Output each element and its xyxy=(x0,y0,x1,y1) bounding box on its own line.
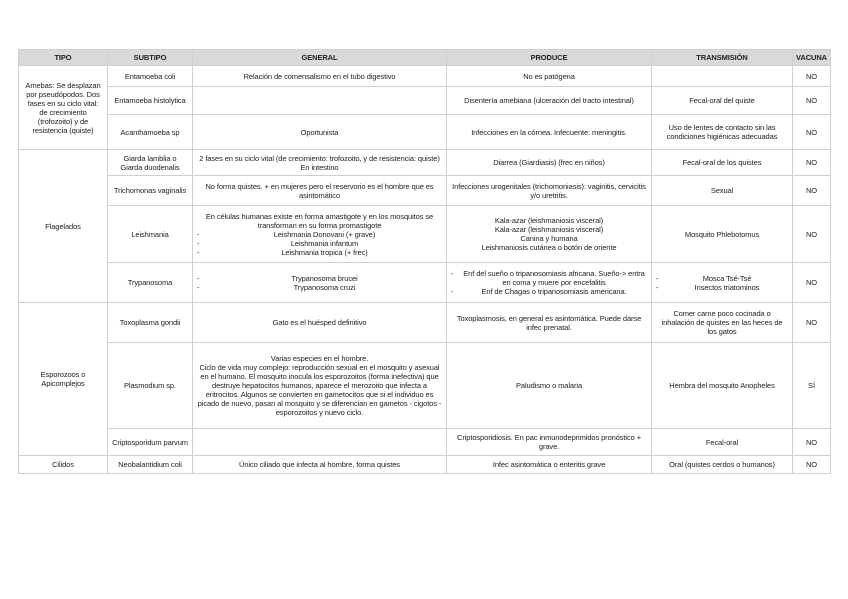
protozoa-table-container xyxy=(18,49,830,474)
vacuna-cell: NO xyxy=(793,263,831,303)
general-cell: 2 fases en su ciclo vital (de crecimiento: trofozoito, y de resistencia: quiste) En intestino xyxy=(193,150,447,176)
table-row xyxy=(19,66,831,87)
vacuna-cell: NO xyxy=(793,303,831,343)
transmision-cell: Sexual xyxy=(652,176,793,206)
table-row xyxy=(19,150,831,176)
general-cell: Único ciliado que infecta al hombre, forma quistes xyxy=(193,456,447,474)
vacuna-cell: NO xyxy=(793,456,831,474)
general-cell: Relación de comensalismo en el tubo digestivo xyxy=(193,66,447,87)
produce-line: Kala-azar (leishmaniosis visceral) xyxy=(494,225,604,234)
table-row xyxy=(19,87,831,115)
list-item: - Leishmania Donovani (+ grave) xyxy=(197,230,442,239)
vacuna-cell: NO xyxy=(793,176,831,206)
transmision-cell: Oral (quistes cerdos o humanos) xyxy=(652,456,793,474)
produce-cell xyxy=(447,206,652,263)
vacuna-cell: NO xyxy=(793,87,831,115)
produce-cell: Paludismo o malaria xyxy=(447,343,652,429)
general-cell xyxy=(193,343,447,429)
header-subtipo: SUBTIPO xyxy=(108,50,193,66)
header-general: GENERAL xyxy=(193,50,447,66)
table-row xyxy=(19,176,831,206)
table-row xyxy=(19,263,831,303)
vacuna-cell: SÍ xyxy=(793,343,831,429)
list-item: - Trypanosoma cruzi xyxy=(197,283,442,292)
produce-cell: Toxoplasmosis, en general es asintomática. Puede darse infec prenatal. xyxy=(447,303,652,343)
transmision-cell: Fecal-oral xyxy=(652,429,793,456)
transmision-cell: Comer carne poco cocinada o inhalación de quistes en las heces de los gatos xyxy=(652,303,793,343)
list-item: - Leishmania tropica (+ frec) xyxy=(197,248,442,257)
produce-line: Leishmaniosis cutánea o botón de oriente xyxy=(481,243,617,252)
subtipo-cell: Trichomonas vaginalis xyxy=(108,176,193,206)
general-line: Varias especies en el hombre. xyxy=(270,354,369,363)
general-intro: En células humanas existe en forma amastigote y en los mosquitos se transforman en su forma promastigote xyxy=(205,211,434,230)
subtipo-cell: Entamoeba coli xyxy=(108,66,193,87)
vacuna-cell: NO xyxy=(793,150,831,176)
list-item: - Enf del sueño o tripanosomiasis africana. Sueño-> entra en coma y muere por encefalitis xyxy=(451,269,647,287)
produce-line: Canina y humana xyxy=(520,234,578,243)
subtipo-cell: Trypanosoma xyxy=(108,263,193,303)
header-produce: PRODUCE xyxy=(447,50,652,66)
general-cell xyxy=(193,429,447,456)
produce-cell: Diarrea (Giardiasis) (frec en niños) xyxy=(447,150,652,176)
vacuna-cell: NO xyxy=(793,66,831,87)
produce-cell xyxy=(447,263,652,303)
transmision-cell: Uso de lentes de contacto sin las condiciones higiénicas adecuadas xyxy=(652,115,793,150)
header-transmision: TRANSMISIÓN xyxy=(652,50,793,66)
header-vacuna: VACUNA xyxy=(793,50,831,66)
tipo-ciliados: Cilidos xyxy=(19,456,108,474)
produce-cell: Infecciones urogenitales (trichomoniasis): vaginitis, cervicitis y/o uretritis. xyxy=(447,176,652,206)
general-cell: No forma quistes. + en mujeres pero el reservorio es el hombre que es asintomático xyxy=(193,176,447,206)
produce-line: Kala-azar (leishmaniosis visceral) xyxy=(494,216,604,225)
table-row xyxy=(19,206,831,263)
table-row xyxy=(19,456,831,474)
subtipo-cell: Acanthamoeba sp xyxy=(108,115,193,150)
transmision-cell: Fecal-oral del quiste xyxy=(652,87,793,115)
produce-cell: Disentería amebiana (ulceración del tracto intestinal) xyxy=(447,87,652,115)
header-row xyxy=(19,50,831,66)
produce-cell: Infecciones en la córnea. Infecuente: meningitis. xyxy=(447,115,652,150)
tipo-amebas: Amebas: Se desplazan por pseudópodos. Dos fases en su ciclo vital: de crecimiento (trofozoito) y de resistencia (quiste) xyxy=(19,66,108,150)
general-cell: Oportunista xyxy=(193,115,447,150)
subtipo-cell: Giarda lamblia o Giarda duodenalis xyxy=(108,150,193,176)
general-cell xyxy=(193,87,447,115)
vacuna-cell: NO xyxy=(793,115,831,150)
transmision-cell xyxy=(652,263,793,303)
transmision-cell: Mosquito Phlebotomus xyxy=(652,206,793,263)
produce-cell: No es patógena xyxy=(447,66,652,87)
subtipo-cell: Plasmodium sp. xyxy=(108,343,193,429)
list-item: - Trypanosoma brucei xyxy=(197,274,442,283)
transmision-cell: Fecal-oral de los quistes xyxy=(652,150,793,176)
general-cell xyxy=(193,206,447,263)
produce-cell: Infec asintomática o enteritis grave xyxy=(447,456,652,474)
subtipo-cell: Toxoplasma gondii xyxy=(108,303,193,343)
protozoa-table xyxy=(18,49,831,474)
general-cell: Gato es el huésped definitivo xyxy=(193,303,447,343)
general-cell xyxy=(193,263,447,303)
transmision-cell: Hembra del mosquito Anopheles xyxy=(652,343,793,429)
subtipo-cell: Criptosporidum parvum xyxy=(108,429,193,456)
list-item: - Enf de Chagas o tripanosomiasis americana. xyxy=(451,287,647,296)
subtipo-cell: Neobalantidium coli xyxy=(108,456,193,474)
general-line: Ciclo de vida muy complejo: reproducción sexual en el mosquito y asexual en el humano. El mosquito inocula los esporozoitos (forma inefectiva) que destruye hepatocitos humanos, aparece el merozoito que infecta a eritrocitos. Algunos se convierten en gametocitos que si el individuo es picado de nuevo, pasan al mosquito y se diferencian en gametos - cigotos - esporozoitos y nuevo ciclo. xyxy=(197,363,442,417)
list-item: - Mosca Tsé-Tsé xyxy=(656,274,788,283)
header-tipo: TIPO xyxy=(19,50,108,66)
table-row xyxy=(19,115,831,150)
vacuna-cell: NO xyxy=(793,429,831,456)
transmision-cell xyxy=(652,66,793,87)
subtipo-cell: Leishmania xyxy=(108,206,193,263)
subtipo-cell: Entamoeba histolytica xyxy=(108,87,193,115)
table-row xyxy=(19,303,831,343)
list-item: - Insectos triatominos xyxy=(656,283,788,292)
tipo-flagelados: Flagelados xyxy=(19,150,108,303)
table-row xyxy=(19,429,831,456)
tipo-esporozoos: Esporozoos o Apicomplejos xyxy=(19,303,108,456)
produce-cell: Criptosporidiosis. En pac inmunodeprimidos pronóstico + grave. xyxy=(447,429,652,456)
vacuna-cell: NO xyxy=(793,206,831,263)
list-item: - Leishmania infantum xyxy=(197,239,442,248)
table-row xyxy=(19,343,831,429)
